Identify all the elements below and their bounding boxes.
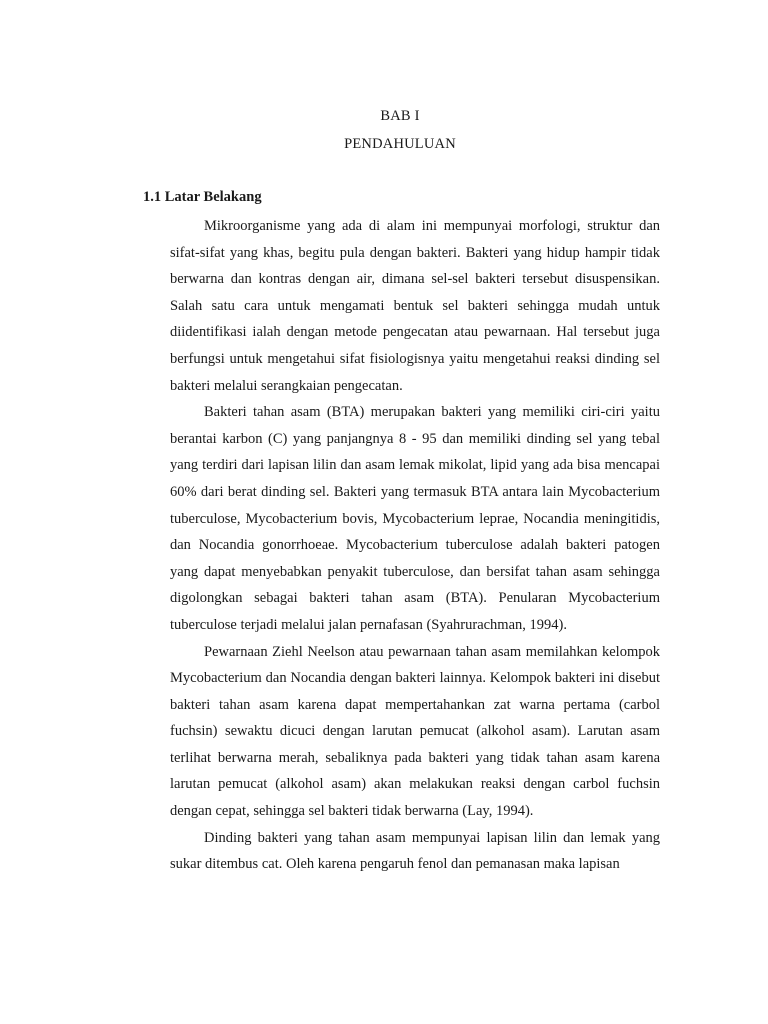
body-text [170, 213, 660, 878]
chapter-number: BAB I [380, 108, 420, 124]
paragraph-1: Mikroorganisme yang ada di alam ini mempunyai morfologi, struktur dan sifat-sifat yang khas, begitu pula dengan bakteri. Bakteri yang hidup hampir tidak berwarna dan kontras dengan air, dimana sel-sel bakteri tersebut disuspensikan. Salah satu cara untuk mengamati bentuk sel bakteri sehingga mudah untuk diidentifikasi ialah dengan metode pengecatan atau pewarnaan. Hal tersebut juga berfungsi untuk mengetahui sifat fisiologisnya yaitu mengetahui reaksi dinding sel bakteri melalui serangkaian pengecatan. [170, 218, 660, 394]
section-heading: 1.1 Latar Belakang [143, 189, 262, 205]
paragraph-3: Pewarnaan Ziehl Neelson atau pewarnaan tahan asam memilahkan kelompok Mycobacterium dan Nocandia dengan bakteri lainnya. Kelompok bakteri ini disebut bakteri tahan asam karena dapat mempertahankan zat warna pertama (carbol fuchsin) sewaktu dicuci dengan larutan pemucat (alkohol asam). Larutan asam terlihat berwarna merah, sebaliknya pada bakteri yang tidak tahan asam karena larutan pemucat (alkohol asam) akan melakukan reaksi dengan carbol fuchsin dengan cepat, sehingga sel bakteri tidak berwarna (Lay, 1994). [170, 643, 660, 820]
paragraph-2: Bakteri tahan asam (BTA) merupakan bakteri yang memiliki ciri-ciri yaitu berantai karbon (C) yang panjangnya 8 - 95 dan memiliki dinding sel yang tebal yang terdiri dari lapisan lilin dan asam lemak mikolat, lipid yang ada bisa mencapai 60% dari berat dinding sel. Bakteri yang termasuk BTA antara lain Mycobacterium tuberculose, Mycobacterium bovis, Mycobacterium leprae, Nocandia meningitidis, dan Nocandia gonorrhoeae. Mycobacterium tuberculose adalah bakteri patogen yang dapat menyebabkan penyakit tuberculose, dan bersifat tahan asam sehingga digolongkan sebagai bakteri tahan asam (BTA). Penularan Mycobacterium tuberculose terjadi melalui jalan pernafasan (Syahrurachman, 1994). [170, 404, 660, 633]
chapter-title: PENDAHULUAN [344, 136, 456, 152]
paragraph-4: Dinding bakteri yang tahan asam mempunyai lapisan lilin dan lemak yang sukar ditembus cat. Oleh karena pengaruh fenol dan pemanasan maka lapisan [170, 829, 660, 873]
